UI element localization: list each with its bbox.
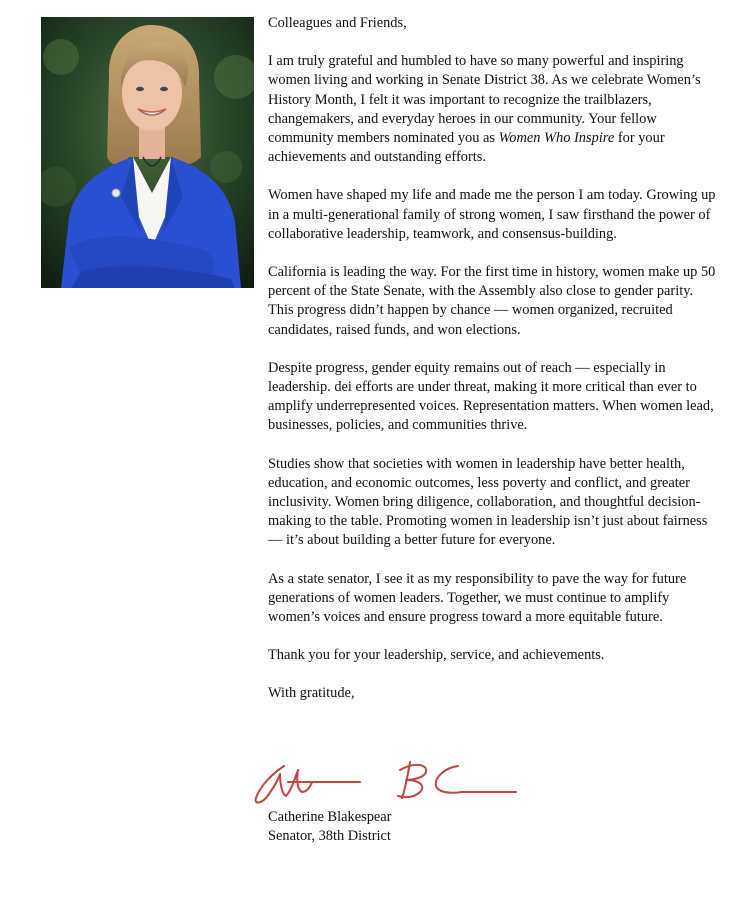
letter-paragraph-7: Thank you for your leadership, service, and achievements. [268, 647, 605, 664]
letter-paragraph-3: California is leading the way. For the first time in history, women make up 50 percent of the State Senate, with the Assembly also close to gender parity. This progress didn’t happen by chance — women organized, recruited candidates, raised funds, and won elections. [268, 264, 716, 338]
letter-paragraph-2: Women have shaped my life and made me the person I am today. Growing up in a multi-generational family of strong women, I saw firsthand the power of collaborative leadership, teamwork, and consensus-building. [268, 187, 716, 242]
letter-paragraph-5: Studies show that societies with women in leadership have better health, education, and economic outcomes, less poverty and conflict, and greater inclusivity. Women bring diligence, collaboration, and thoughtful decision-making to the table. Promoting women in leadership isn’t just about fairness — it’s about building a better future for everyone. [268, 455, 708, 549]
letter-paragraph-1 [268, 52, 720, 167]
award-name: Women Who Inspire [498, 130, 615, 147]
signature-block [268, 808, 391, 846]
letter-closing: With gratitude, [268, 685, 355, 702]
letter-greeting: Colleagues and Friends, [268, 15, 407, 31]
letter-paragraph-6: As a state senator, I see it as my responsibility to pave the way for future generations of women leaders. Together, we must continue to amplify women’s voices and ensure progress toward a more equitable future. [268, 570, 687, 626]
signer-name: Catherine Blakespear [268, 809, 392, 825]
signature-stroke [256, 766, 312, 803]
portrait-illustration [41, 17, 254, 288]
letter-paragraph-4: Despite progress, gender equity remains out of reach — especially in leadership. dei efforts are under threat, making it more critical than ever to amplify underrepresented voices. Representation matters. When women lead, businesses, policies, and communities thrive. [268, 359, 714, 434]
signature-stroke [398, 765, 426, 797]
handwritten-signature [250, 752, 530, 812]
senator-portrait-photo [41, 17, 254, 288]
signer-title: Senator, 38th District [268, 828, 391, 845]
signature-stroke [436, 766, 516, 793]
letter-body [268, 14, 720, 704]
signature-strokes [256, 762, 516, 803]
paragraph-1-text: I am truly grateful and humbled to have so many powerful and inspiring women living and working in Senate District 38. As we celebrate Women’s History Month, I felt it was important to recognize the trailblazers, changemakers, and everyday heroes in our community. Your fellow community members nominated you as [268, 53, 701, 147]
signature-drawing [250, 752, 530, 812]
paragraph-1-text-end: for your achievements and outstanding efforts. [268, 130, 665, 166]
